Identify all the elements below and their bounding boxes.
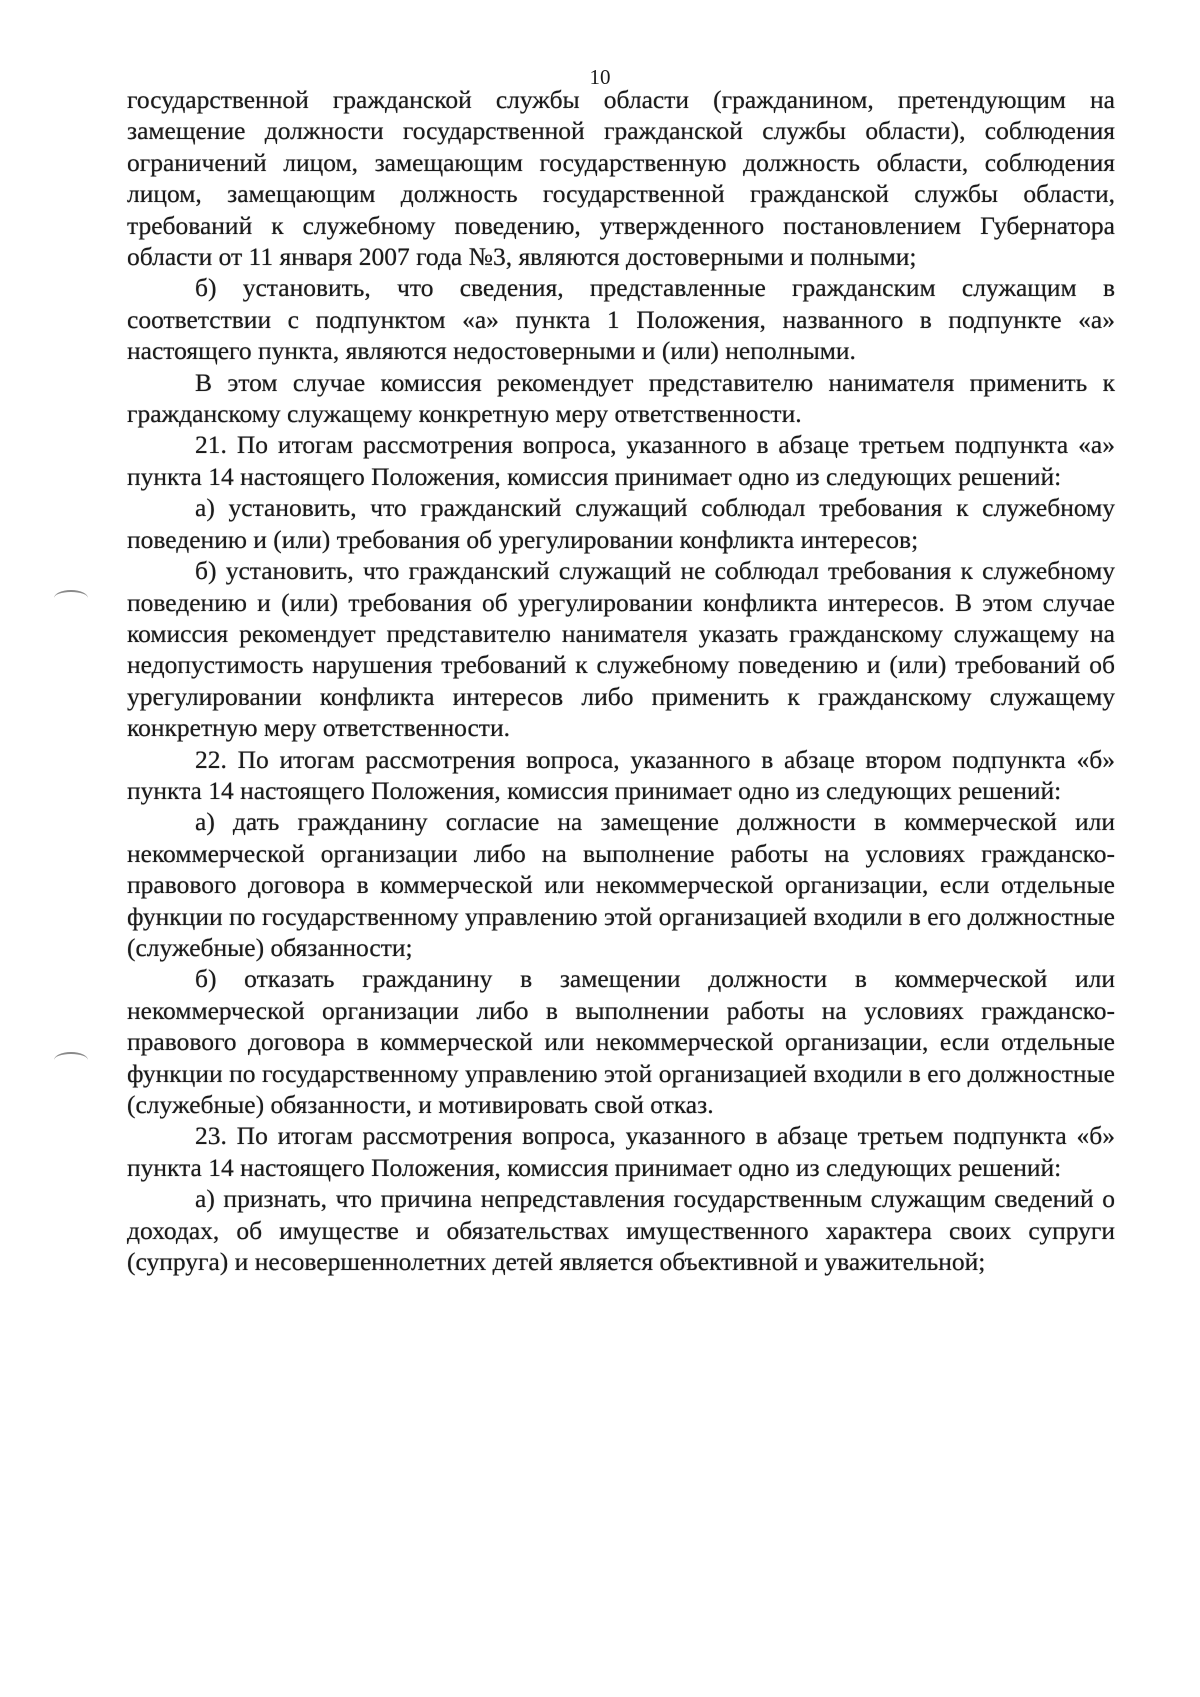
paragraph-21: 21. По итогам рассмотрения вопроса, указанного в абзаце третьем подпункта «а» пункта 14 настоящего Положения, комиссия принимает одно из следующих решений: bbox=[127, 430, 1115, 491]
scan-punch-mark bbox=[54, 590, 88, 606]
paragraph-20b: б) установить, что сведения, представленные гражданским служащим в соответствии с подпунктом «а» пункта 1 Положения, названного в подпункте «а» настоящего пункта, являются недостоверными и (или) неполными. bbox=[127, 273, 1115, 366]
paragraph-22: 22. По итогам рассмотрения вопроса, указанного в абзаце втором подпункта «б» пункта 14 настоящего Положения, комиссия принимает одно из следующих решений: bbox=[127, 744, 1115, 805]
paragraph-20b-note: В этом случае комиссия рекомендует представителю нанимателя применить к гражданскому служащему конкретную меру ответственности. bbox=[127, 367, 1115, 429]
paragraph-22b: б) отказать гражданину в замещении должности в коммерческой или некоммерческой организации либо в выполнении работы на условиях гражданско-правового договора в коммерческой или некоммерческой организации, если отдельные функции по государственному управлению этой организацией входили в его должностные (служебные) обязанности, и мотивировать свой отказ. bbox=[127, 964, 1115, 1119]
paragraph-21a: а) установить, что гражданский служащий соблюдал требования к служебному поведению и (или) требования об урегулировании конфликта интересов; bbox=[127, 493, 1115, 554]
paragraph-21b: б) установить, что гражданский служащий не соблюдал требования к служебному поведению и (или) требования об урегулировании конфликта интересов. В этом случае комиссия рекомендует представителю нанимателя указать гражданскому служащему на недопустимость нарушения требований к служебному поведению и (или) требований об урегулировании конфликта интересов либо применить к гражданскому служащему конкретную меру ответственности. bbox=[127, 556, 1115, 743]
paragraph-continuation: государственной гражданской службы области (гражданином, претендующим на замещение должности государственной гражданской службы области), соблюдения ограничений лицом, замещающим государственную должность области, соблюдения лицом, замещающим должность государственной гражданской службы области, требований к служебному поведению, утвержденного постановлением Губернатора области от 11 января 2007 года №3, являются достоверными и полными; bbox=[127, 85, 1115, 272]
document-body bbox=[127, 84, 1115, 1277]
page-number: 10 bbox=[589, 65, 611, 89]
paragraph-23: 23. По итогам рассмотрения вопроса, указанного в абзаце третьем подпункта «б» пункта 14 настоящего Положения, комиссия принимает одно из следующих решений: bbox=[127, 1121, 1115, 1182]
paragraph-23a: а) признать, что причина непредставления государственным служащим сведений о доходах, об имуществе и обязательствах имущественного характера своих супруги (супруга) и несовершеннолетних детей является объективной и уважительной; bbox=[127, 1184, 1115, 1277]
paragraph-22a: а) дать гражданину согласие на замещение должности в коммерческой или некоммерческой организации либо на выполнение работы на условиях гражданско-правового договора в коммерческой или некоммерческой организации, если отдельные функции по государственному управлению этой организацией входили в его должностные (служебные) обязанности; bbox=[127, 807, 1115, 962]
scan-punch-mark bbox=[54, 1052, 88, 1068]
